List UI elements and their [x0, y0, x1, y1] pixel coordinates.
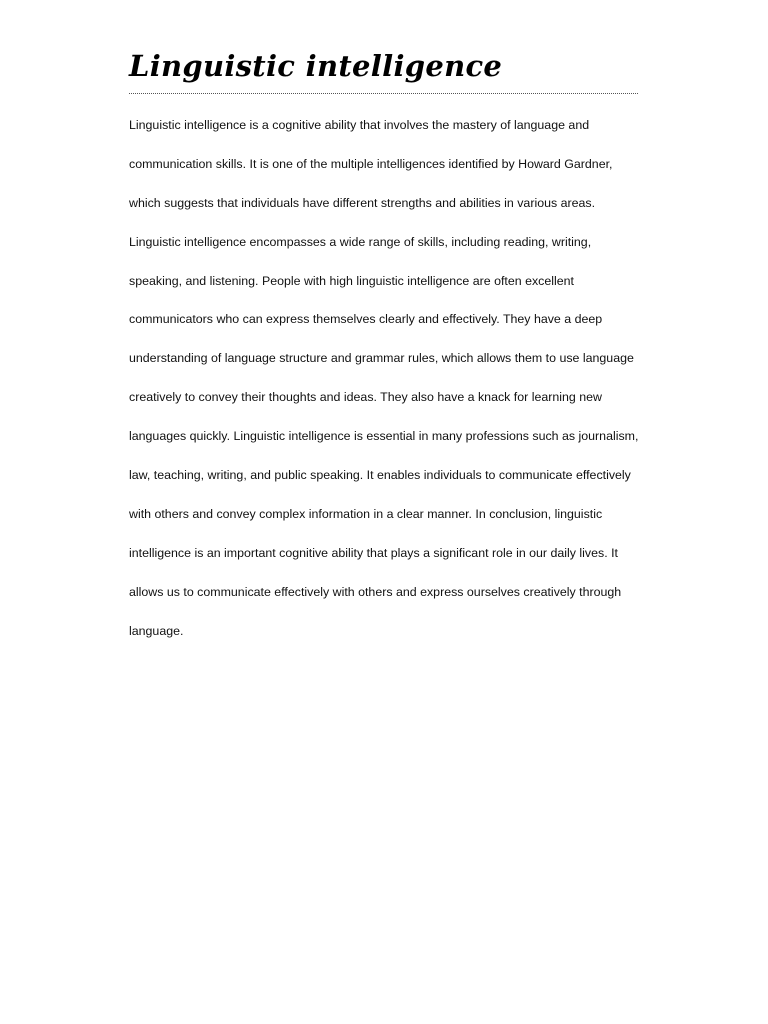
paragraph-line: languages quickly. Linguistic intelligence is essential in many professions such as journalism,	[129, 429, 639, 444]
paragraph-line: speaking, and listening. People with high linguistic intelligence are often excellent	[129, 273, 574, 288]
paragraph-line: language.	[129, 623, 184, 638]
paragraph-line: understanding of language structure and grammar rules, which allows them to use language	[129, 351, 634, 366]
paragraph-line: Linguistic intelligence is a cognitive ability that involves the mastery of language and	[129, 118, 590, 132]
title-divider	[129, 93, 638, 94]
paragraph-line: law, teaching, writing, and public speaking. It enables individuals to communicate effectively	[129, 468, 631, 483]
paragraph-line: which suggests that individuals have different strengths and abilities in various areas.	[129, 195, 596, 210]
paragraph-line: intelligence is an important cognitive ability that plays a significant role in our daily lives. It	[129, 545, 618, 560]
paragraph-line: communicators who can express themselves clearly and effectively. They have a deep	[129, 312, 603, 327]
paragraph-line: creatively to convey their thoughts and ideas. They also have a knack for learning new	[129, 390, 602, 405]
paragraph-line: with others and convey complex information in a clear manner. In conclusion, linguistic	[129, 506, 603, 521]
paragraph-line: allows us to communicate effectively with others and express ourselves creatively through	[129, 584, 622, 599]
paragraph-line: Linguistic intelligence encompasses a wide range of skills, including reading, writing,	[129, 234, 592, 249]
body-paragraph	[129, 106, 649, 650]
paragraph-line: communication skills. It is one of the multiple intelligences identified by Howard Gardner,	[129, 156, 613, 171]
page-title: Linguistic intelligence	[129, 49, 503, 83]
